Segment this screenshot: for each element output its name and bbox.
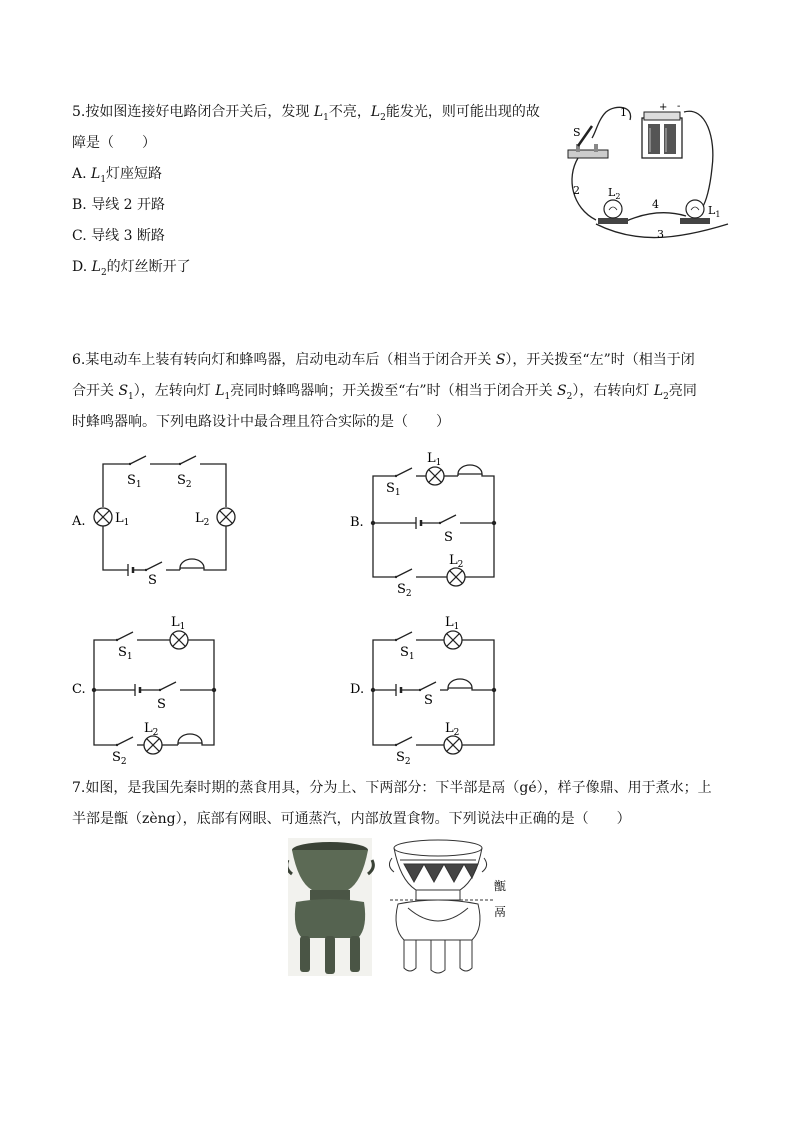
label-l2: $L_2$ [195, 511, 210, 528]
q5-circuit-figure [556, 98, 732, 244]
label-s: S [148, 573, 157, 588]
circuit-option-d[interactable] [350, 615, 496, 767]
circuit-option-c[interactable] [72, 615, 216, 767]
svg-text:S1: $S_1$ [400, 645, 415, 662]
lamp-l1-icon [94, 508, 112, 526]
q6-line2: 合开关 $S_1$），左转向灯 $L_1$亮同时蜂鸣器响；开关拨至“右”时（相当于闭合开关 $S_2$），右转向灯 $L_2$亮同 [72, 383, 697, 402]
question-5 [72, 97, 542, 283]
question-6 [72, 345, 722, 438]
circuit-option-a[interactable] [71, 456, 235, 588]
q5-option-d[interactable]: D. $L_2$的灯丝断开了 [72, 259, 191, 278]
wire-2-label: 2 [573, 184, 580, 197]
lamp-l2-icon [217, 508, 235, 526]
q6-line1: 6.某电动车上装有转向灯和蜂鸣器，启动电动车后（相当于闭合开关 S），开关拨至“左”时（相当于闭 [72, 352, 695, 368]
svg-text:S2: $S_2$ [396, 750, 411, 767]
wire-1-label: 1 [620, 106, 627, 119]
battery-minus-label: - [677, 101, 681, 112]
bronze-vessel-photo [288, 838, 373, 976]
label-li: 鬲 [494, 905, 507, 919]
q5-option-b[interactable]: B. 导线 2 开路 [72, 197, 166, 213]
q6-line3: 时蜂鸣器响。下列电路设计中最合理且符合实际的是（ ） [72, 414, 450, 430]
q7-line1: 7.如图，是我国先秦时期的蒸食用具，分为上、下两部分：下半部是鬲（gé），样子像鼎、用于煮水；上 [72, 780, 712, 796]
svg-text:S2: $S_2$ [397, 582, 412, 599]
svg-text:S2: $S_2$ [112, 750, 127, 767]
label-s2: $S_2$ [177, 473, 192, 490]
option-d-label: D. [350, 682, 365, 697]
question-7 [72, 773, 722, 835]
wire-3-label: 3 [657, 228, 664, 241]
wire-battery-plus [684, 111, 713, 208]
q7-figures [288, 838, 518, 978]
vessel-line-drawing [389, 840, 493, 973]
battery-plus-label: + [659, 102, 668, 113]
lamp-l1-icon [680, 200, 710, 224]
option-a-label: A. [72, 514, 86, 529]
svg-text:S: S [424, 693, 433, 708]
q7-line2: 半部是甑（zèng），底部有网眼、可通蒸汽，内部放置食物。下列说法中正确的是（ ） [72, 811, 631, 827]
q5-option-c[interactable]: C. 导线 3 断路 [72, 228, 165, 244]
svg-text:S: S [157, 697, 166, 712]
svg-text:S: S [444, 530, 453, 545]
q5-stem-line2: 障是（ ） [72, 135, 156, 151]
svg-text:L1: $L_1$ [445, 615, 460, 632]
svg-text:S1: $S_1$ [118, 645, 133, 662]
battery-icon [642, 112, 682, 158]
q5-stem-line1: 5.按如图连接好电路闭合开关后，发现 $L_1$不亮，$L_2$能发光，则可能出现的故 [72, 104, 540, 123]
svg-text:L2: $L_2$ [449, 553, 464, 570]
svg-text:L1: $L_1$ [171, 615, 186, 632]
circuit-option-b[interactable] [350, 451, 496, 599]
svg-text:L2: $L_2$ [445, 721, 460, 738]
wire-4 [624, 213, 686, 222]
label-l1: $L_1$ [115, 511, 130, 528]
q6-circuits [60, 440, 520, 770]
wire-4-label: 4 [652, 198, 659, 211]
svg-text:L2: $L_2$ [144, 721, 159, 738]
lamp-l1-label: $L_1$ [708, 204, 721, 219]
svg-text:L1: $L_1$ [427, 451, 442, 468]
lamp-l2-icon [598, 200, 628, 224]
lamp-l2-label: $L_2$ [608, 186, 621, 201]
q5-option-a[interactable]: A. $L_1$灯座短路 [72, 166, 163, 185]
option-c-label: C. [72, 682, 86, 697]
label-s1: $S_1$ [127, 473, 142, 490]
label-zeng: 甑 [494, 879, 507, 893]
option-b-label: B. [350, 515, 364, 530]
switch-s-label: S [573, 126, 581, 139]
svg-text:S1: $S_1$ [386, 481, 401, 498]
